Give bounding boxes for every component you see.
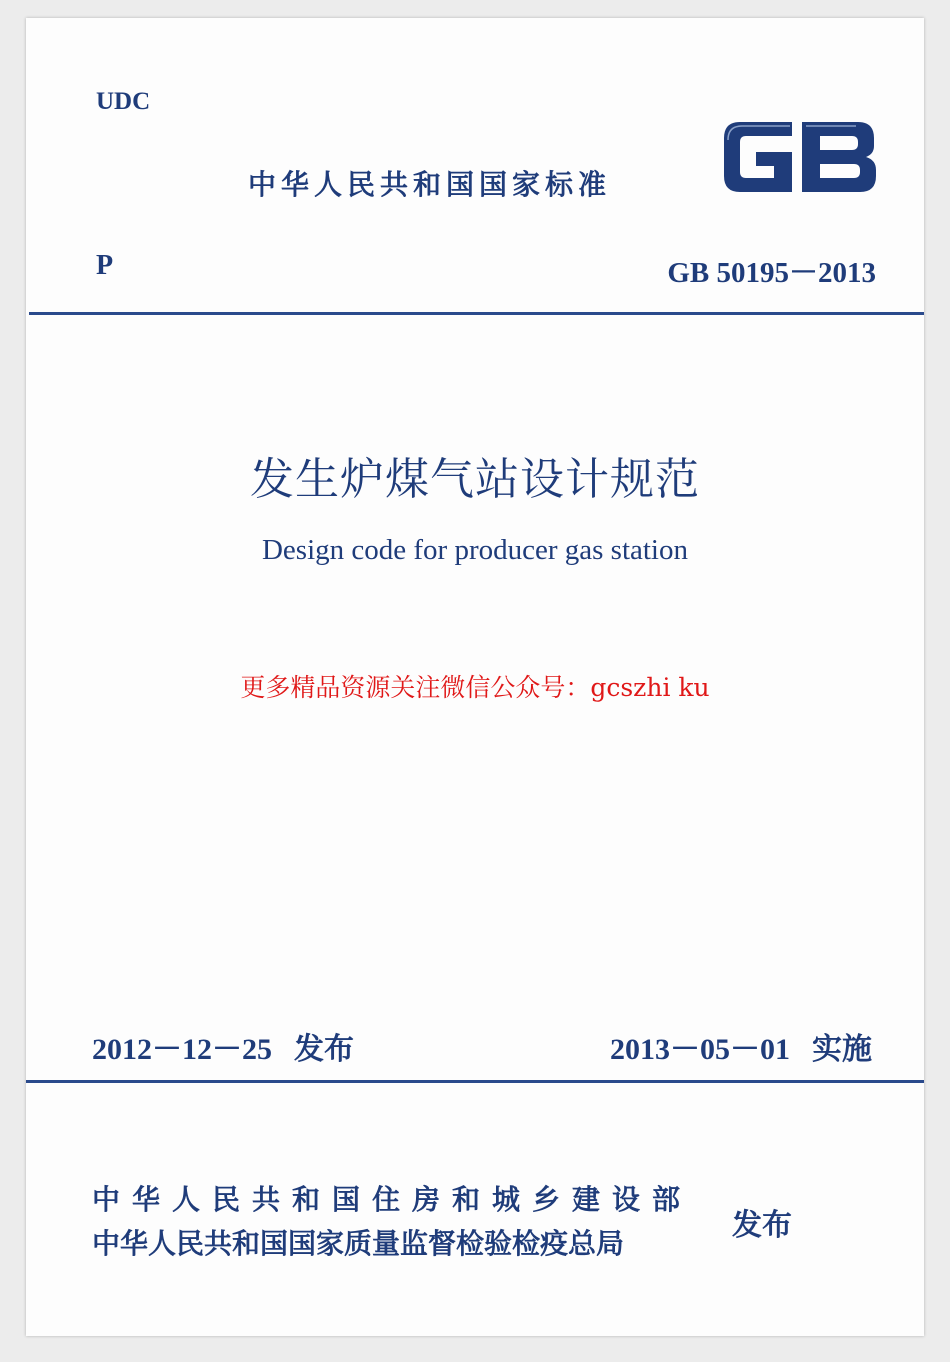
top-divider xyxy=(29,312,924,315)
publish-date-line xyxy=(92,1024,354,1068)
standard-cover xyxy=(26,18,924,1336)
promo-text: 更多精品资源关注微信公众号：gcszhi ku xyxy=(240,673,710,702)
bottom-divider xyxy=(26,1080,924,1083)
title-english: Design code for producer gas station xyxy=(261,534,688,566)
udc-label: UDC xyxy=(96,88,151,115)
issuer-aqsiq: 中华人民共和国国家质量监督检验检疫总局 xyxy=(92,1227,625,1260)
title-chinese: 发生炉煤气站设计规范 xyxy=(250,454,700,505)
publish-label: 发布 xyxy=(294,1032,354,1067)
category-code: P xyxy=(96,250,114,281)
issuer-ministry: 中华人民共和国住房和城乡建设部 xyxy=(92,1183,693,1216)
standard-number: GB 50195－2013 xyxy=(667,257,876,289)
gb-logo xyxy=(720,116,880,198)
effective-date-line xyxy=(610,1024,872,1068)
effective-date: 2013－05－01 xyxy=(610,1033,790,1066)
issue-label: 发布 xyxy=(732,1208,792,1243)
national-standard-heading: 中华人民共和国国家标准 xyxy=(248,168,612,201)
effective-label: 实施 xyxy=(812,1032,872,1067)
publish-date: 2012－12－25 xyxy=(92,1033,272,1066)
